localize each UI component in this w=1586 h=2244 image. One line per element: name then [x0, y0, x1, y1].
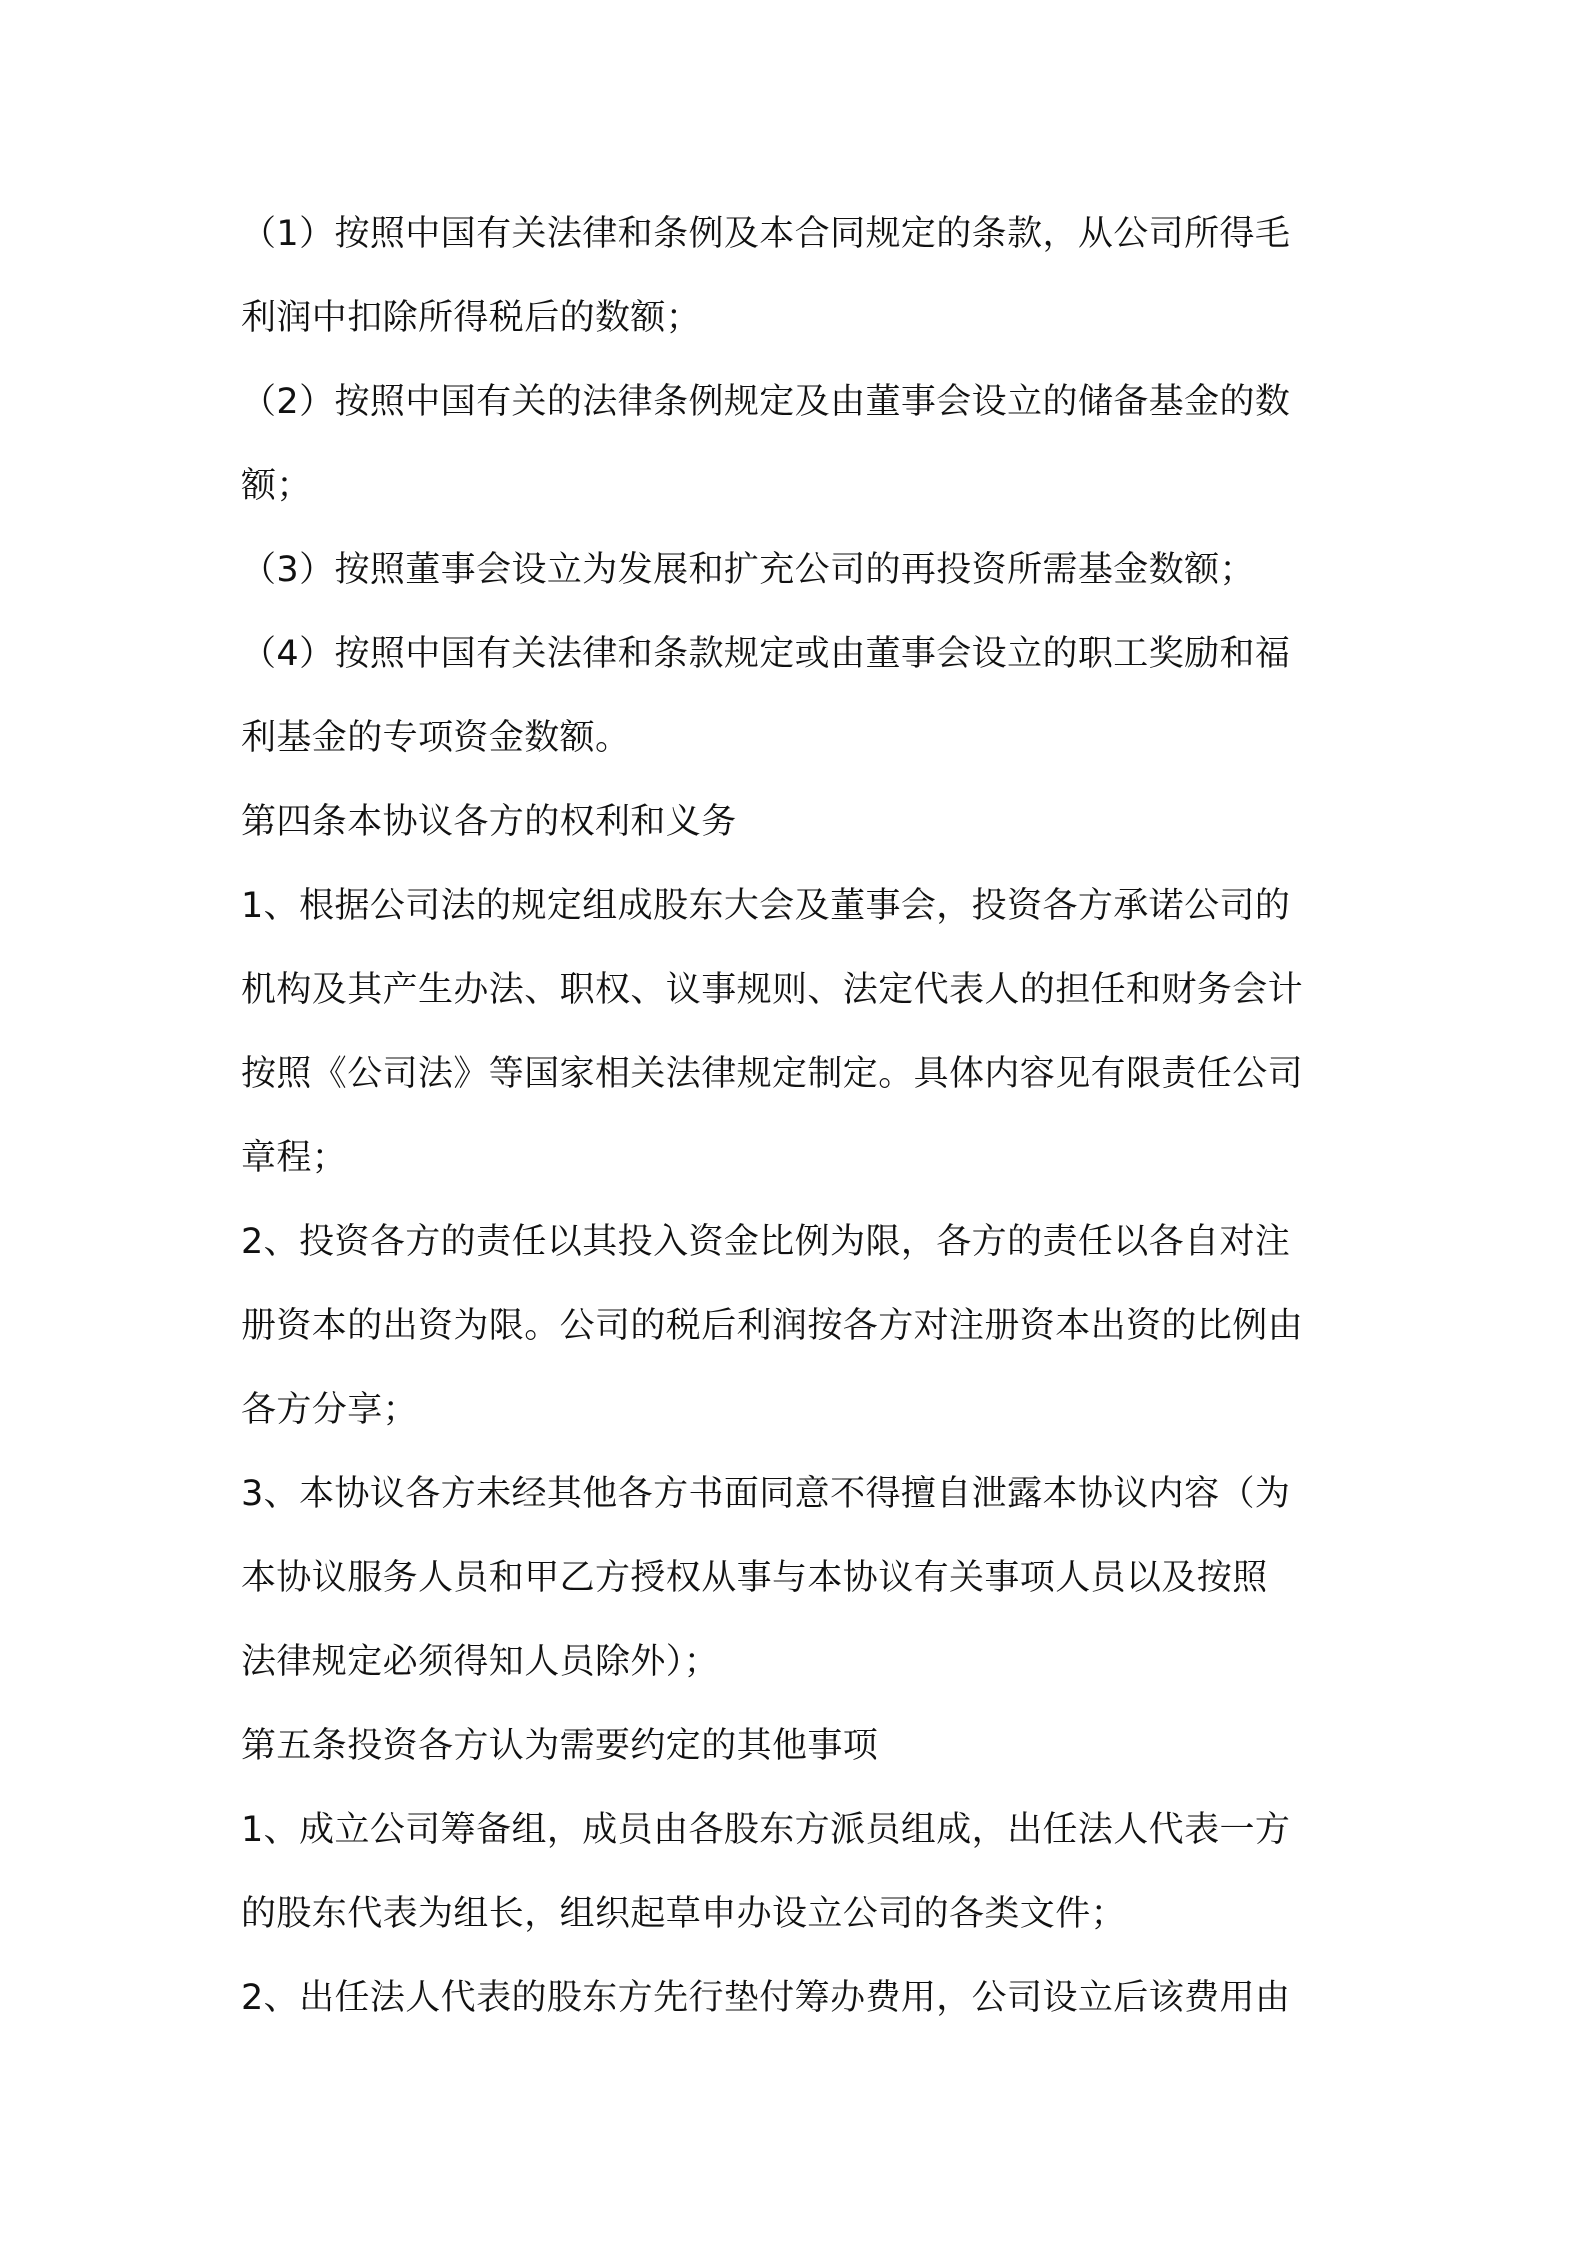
text-line: 的股东代表为组长，组织起草申办设立公司的各类文件； — [241, 1894, 1127, 1934]
document-body — [241, 192, 1361, 2040]
text-line: 各方分享； — [241, 1390, 419, 1430]
text-line: 1、根据公司法的规定组成股东大会及董事会，投资各方承诺公司的 — [241, 886, 1291, 926]
text-line: 法律规定必须得知人员除外）； — [241, 1642, 720, 1682]
text-line: 利基金的专项资金数额。 — [241, 718, 631, 758]
text-line: 机构及其产生办法、职权、议事规则、法定代表人的担任和财务会计 — [241, 970, 1304, 1010]
text-line: （4）按照中国有关法律和条款规定或由董事会设立的职工奖励和福 — [241, 634, 1291, 674]
text-line: 章程； — [241, 1138, 348, 1178]
text-line: 额； — [241, 466, 312, 506]
text-line: （3）按照董事会设立为发展和扩充公司的再投资所需基金数额； — [241, 550, 1255, 590]
text-line: 3、本协议各方未经其他各方书面同意不得擅自泄露本协议内容（为 — [241, 1474, 1291, 1514]
text-line: 册资本的出资为限。公司的税后利润按各方对注册资本出资的比例由 — [241, 1306, 1304, 1346]
text-line: 本协议服务人员和甲乙方授权从事与本协议有关事项人员以及按照 — [241, 1558, 1268, 1598]
text-line: （1）按照中国有关法律和条例及本合同规定的条款，从公司所得毛 — [241, 214, 1291, 254]
text-line: 1、成立公司筹备组，成员由各股东方派员组成，出任法人代表一方 — [241, 1810, 1291, 1850]
text-line: 按照《公司法》等国家相关法律规定制定。具体内容见有限责任公司 — [241, 1054, 1304, 1094]
text-line: 2、投资各方的责任以其投入资金比例为限，各方的责任以各自对注 — [241, 1222, 1291, 1262]
text-line: 利润中扣除所得税后的数额； — [241, 298, 702, 338]
section-heading: 第四条本协议各方的权利和义务 — [241, 802, 737, 842]
text-line: （2）按照中国有关的法律条例规定及由董事会设立的储备基金的数 — [241, 382, 1291, 422]
section-heading: 第五条投资各方认为需要约定的其他事项 — [241, 1726, 879, 1766]
text-line: 2、出任法人代表的股东方先行垫付筹办费用，公司设立后该费用由 — [241, 1978, 1291, 2018]
